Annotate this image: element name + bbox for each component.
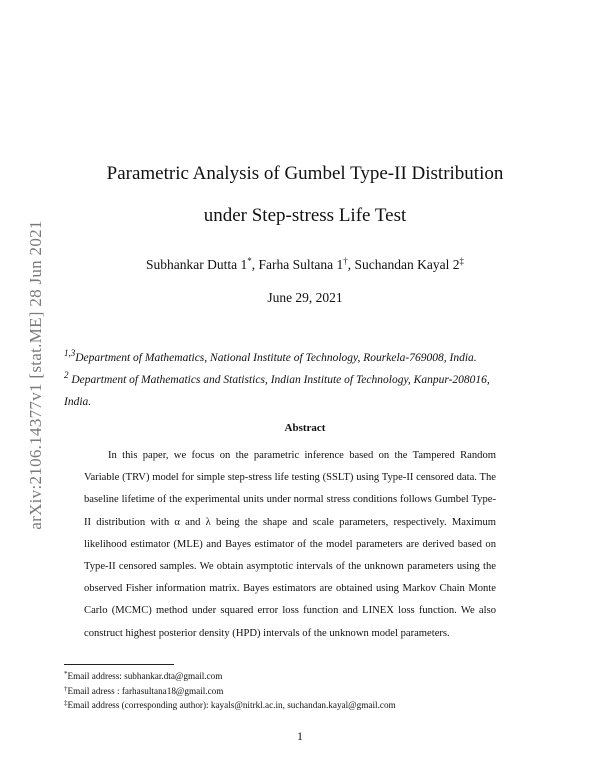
author-name: Farha Sultana 1 — [258, 257, 344, 272]
footnote — [64, 668, 504, 683]
page-number: 1 — [297, 729, 303, 743]
paper-title-line-2: under Step-stress Life Test — [203, 205, 407, 226]
abstract-heading: Abstract — [284, 422, 326, 434]
footnote-text: Email address: subhankar.dta@gmail.com — [67, 671, 223, 681]
footnote-text: Email address (corresponding author): kayals@nitrkl.ac.in, suchandan.kayal@gmail.com — [67, 700, 396, 711]
author-mark: * — [247, 256, 252, 266]
author-mark: ‡ — [459, 256, 464, 266]
author-list — [60, 256, 550, 273]
arxiv-side-stamp: arXiv:2106.14377v1 [stat.ME] 28 Jun 2021 — [26, 220, 45, 530]
footnote-divider — [64, 664, 174, 665]
footnote-mark: † — [64, 684, 68, 693]
author-separator: , — [251, 257, 259, 272]
footnote-mark: ‡ — [64, 699, 68, 708]
footnote-text: Email adress : farhasultana18@gmail.com — [67, 685, 224, 696]
affiliation — [64, 364, 504, 413]
author-mark: † — [343, 256, 348, 266]
paper-date: June 29, 2021 — [267, 290, 343, 305]
footnote — [64, 697, 504, 712]
affiliation-text: Department of Mathematics and Statistics, Indian Institute of Technology, Kanpur-208016, India. — [64, 374, 490, 408]
footnote — [64, 683, 504, 698]
footnote-mark: * — [64, 670, 68, 678]
paper-title-line-1: Parametric Analysis of Gumbel Type-II Distribution — [106, 163, 504, 184]
author-separator: , — [347, 257, 355, 272]
affiliation-mark: 2 — [64, 370, 69, 380]
affiliation-mark: 1,3 — [64, 348, 76, 358]
author-name: Suchandan Kayal 2 — [354, 257, 460, 272]
author-name: Subhankar Dutta 1 — [146, 257, 248, 272]
footnotes — [64, 668, 504, 712]
abstract-body: In this paper, we focus on the parametric inference based on the Tampered Random Variable (TRV) model for simple step-stress life testing (SSLT) using Type-II censored data. The baseline lifetime of the experimental units under normal stress conditions follows Gumbel Type-II distribution with α and λ being the shape and scale parameters, respectively. Maximum likelihood estimator (MLE) and Bayes estimator of the model parameters are derived based on Type-II censored samples. We obtain asymptotic intervals of the unknown parameters using the observed Fisher information matrix. Bayes estimators are obtained using Markov Chain Monte Carlo (MCMC) method under squared error loss function and LINEX loss function. We also construct highest posterior density (HPD) intervals of the unknown model parameters. — [84, 450, 496, 639]
affiliation-text: Department of Mathematics, National Institute of Technology, Rourkela-769008, India. — [75, 352, 477, 364]
